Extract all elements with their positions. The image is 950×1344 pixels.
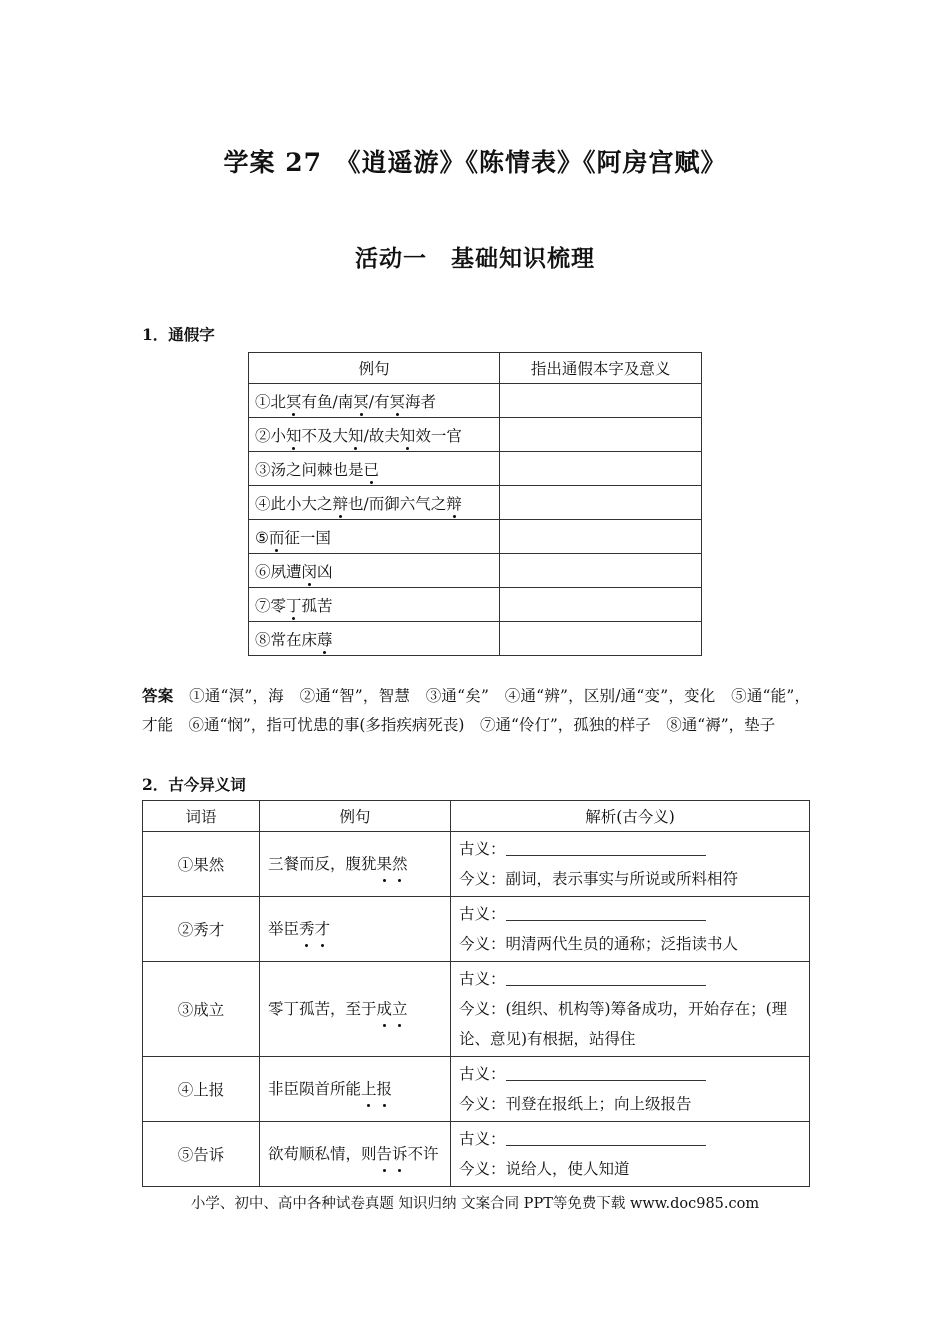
ancient-label: 古义： [459, 1130, 506, 1148]
emphasized-char: 秀 [299, 915, 315, 943]
section-heading-tongjiazi: 1．通假字 [142, 325, 215, 344]
text-segment: 举臣 [268, 920, 300, 938]
text-segment: 不许 [407, 1145, 439, 1163]
text-segment: 不及大 [301, 426, 349, 445]
emphasized-char: 知 [400, 424, 416, 446]
fill-in-blank[interactable] [506, 1062, 706, 1081]
modern-meaning: 今义：明清两代生员的通称；泛指读书人 [459, 935, 739, 953]
page-title: 学案 27 《逍遥游》《陈情表》《阿房宫赋》 [223, 148, 727, 177]
example-sentence-cell [249, 588, 500, 622]
fill-in-blank[interactable] [506, 967, 706, 986]
emphasized-char: 告 [377, 1140, 393, 1168]
word-cell: ⑤告诉 [143, 1122, 260, 1187]
emphasized-char: 立 [392, 995, 408, 1023]
example-sentence-cell [249, 486, 500, 520]
text-segment: ③汤之问棘也是 [255, 460, 364, 479]
text-segment: /有 [368, 392, 390, 411]
answer-blank-cell[interactable] [500, 520, 702, 554]
column-header: 例句 [249, 353, 500, 384]
answer-blank-cell[interactable] [500, 486, 702, 520]
answer-blank-cell[interactable] [500, 418, 702, 452]
modern-meaning: 今义：说给人，使人知道 [459, 1160, 630, 1178]
ancient-label: 古义： [459, 905, 506, 923]
analysis-cell [451, 832, 810, 897]
answer-paragraph [142, 681, 810, 740]
page-footer: 小学、初中、高中各种试卷真题 知识归纳 文案合同 PPT等免费下载 www.doc985.com [190, 1196, 760, 1212]
analysis-cell [451, 897, 810, 962]
ancient-label: 古义： [459, 840, 506, 858]
text-segment: ④此小大之 [255, 494, 333, 513]
text-segment: ⑦零 [255, 596, 287, 615]
emphasized-char: 冥 [353, 390, 369, 412]
modern-meaning: 今义：(组织、机构等)筹备成功，开始存在；(理论、意见)有根据，站得住 [459, 1000, 788, 1048]
emphasized-char: 已 [364, 458, 380, 480]
text-segment: 效一官 [415, 426, 462, 445]
example-sentence-cell [249, 418, 500, 452]
ancient-label: 古义： [459, 1065, 506, 1083]
table-row [143, 962, 810, 1057]
answer-blank-cell[interactable] [500, 554, 702, 588]
example-sentence-cell [260, 1057, 451, 1122]
analysis-cell [451, 962, 810, 1057]
modern-meaning: 今义：刊登在报纸上；向上级报告 [459, 1095, 692, 1113]
column-header: 词语 [143, 801, 260, 832]
example-sentence-cell [260, 962, 451, 1057]
emphasized-char: 知 [348, 424, 364, 446]
table-row [249, 486, 702, 520]
ancient-meaning [459, 964, 801, 994]
ancient-meaning [459, 834, 801, 864]
fill-in-blank[interactable] [506, 902, 706, 921]
table-row [249, 520, 702, 554]
emphasized-char: 辩 [446, 492, 462, 514]
emphasized-char: 冥 [390, 390, 406, 412]
emphasized-char: 丁 [286, 594, 302, 616]
example-sentence-cell [249, 452, 500, 486]
text-segment: 非臣陨首所能 [268, 1080, 362, 1098]
text-segment: 也/而御六气之 [348, 494, 447, 513]
gujin-table [142, 800, 810, 1187]
text-segment: 凶 [317, 562, 333, 581]
answer-label: 答案 [142, 686, 174, 705]
example-sentence-cell [260, 1122, 451, 1187]
table-row [249, 452, 702, 486]
word-cell: ①果然 [143, 832, 260, 897]
text-segment: 有鱼/南 [301, 392, 354, 411]
text-segment: 孤苦 [301, 596, 333, 615]
example-sentence-cell [260, 832, 451, 897]
example-sentence-cell [249, 520, 500, 554]
analysis-cell [451, 1057, 810, 1122]
table-row [143, 1122, 810, 1187]
text-segment: ⑧常在床 [255, 630, 318, 649]
text-segment: ⑥夙遭 [255, 562, 302, 581]
emphasized-char: 才 [315, 915, 331, 943]
text-segment: /故夫 [363, 426, 400, 445]
answer-blank-cell[interactable] [500, 588, 702, 622]
text-segment: 欲苟顺私情，则 [268, 1145, 377, 1163]
emphasized-char: 蓐 [317, 628, 333, 650]
table-row [143, 832, 810, 897]
column-header: 指出通假本字及意义 [500, 353, 702, 384]
table-row [249, 622, 702, 656]
emphasized-char: 然 [392, 850, 408, 878]
text-segment: ⑤ [255, 528, 269, 547]
fill-in-blank[interactable] [506, 837, 706, 856]
answer-blank-cell[interactable] [500, 384, 702, 418]
word-cell: ④上报 [143, 1057, 260, 1122]
section-heading-gujin: 2．古今异义词 [142, 775, 246, 794]
example-sentence-cell [260, 897, 451, 962]
text-segment: ①北 [255, 392, 287, 411]
emphasized-char: 成 [377, 995, 393, 1023]
text-segment: 零丁孤苦，至于 [268, 1000, 377, 1018]
ancient-meaning [459, 899, 801, 929]
text-segment: ②小 [255, 426, 287, 445]
tongjiazi-table [248, 352, 702, 656]
example-sentence-cell [249, 622, 500, 656]
answer-blank-cell[interactable] [500, 622, 702, 656]
emphasized-char: 而 [269, 526, 285, 548]
emphasized-char: 闵 [302, 560, 318, 582]
emphasized-char: 报 [377, 1075, 393, 1103]
text-segment: 海者 [405, 392, 437, 411]
example-sentence-cell [249, 554, 500, 588]
emphasized-char: 上 [361, 1075, 377, 1103]
fill-in-blank[interactable] [506, 1127, 706, 1146]
emphasized-char: 冥 [286, 390, 302, 412]
emphasized-char: 辩 [333, 492, 349, 514]
table-row [249, 588, 702, 622]
table-row [249, 554, 702, 588]
modern-meaning: 今义：副词，表示事实与所说或所料相符 [459, 870, 739, 888]
table-row [249, 384, 702, 418]
answer-text: ①通“溟”，海 ②通“智”，智慧 ③通“矣” ④通“辨”，区别/通“变”，变化 ⑤通“能”，才能 ⑥通“悯”，指可忧患的事(多指疾病死丧) ⑦通“伶仃”，孤独的样子 ⑧通“褥”，垫子 [142, 687, 810, 734]
analysis-cell [451, 1122, 810, 1187]
text-segment: 三餐而反，腹犹 [268, 855, 377, 873]
column-header: 解析(古今义) [451, 801, 810, 832]
table-row [143, 897, 810, 962]
ancient-meaning [459, 1059, 801, 1089]
table-row [143, 1057, 810, 1122]
word-cell: ②秀才 [143, 897, 260, 962]
activity-heading: 活动一 基础知识梳理 [355, 245, 595, 272]
ancient-label: 古义： [459, 970, 506, 988]
example-sentence-cell [249, 384, 500, 418]
word-cell: ③成立 [143, 962, 260, 1057]
column-header: 例句 [260, 801, 451, 832]
ancient-meaning [459, 1124, 801, 1154]
table-row [249, 418, 702, 452]
emphasized-char: 果 [377, 850, 393, 878]
text-segment: 征一国 [284, 528, 331, 547]
emphasized-char: 知 [286, 424, 302, 446]
emphasized-char: 诉 [392, 1140, 408, 1168]
answer-blank-cell[interactable] [500, 452, 702, 486]
